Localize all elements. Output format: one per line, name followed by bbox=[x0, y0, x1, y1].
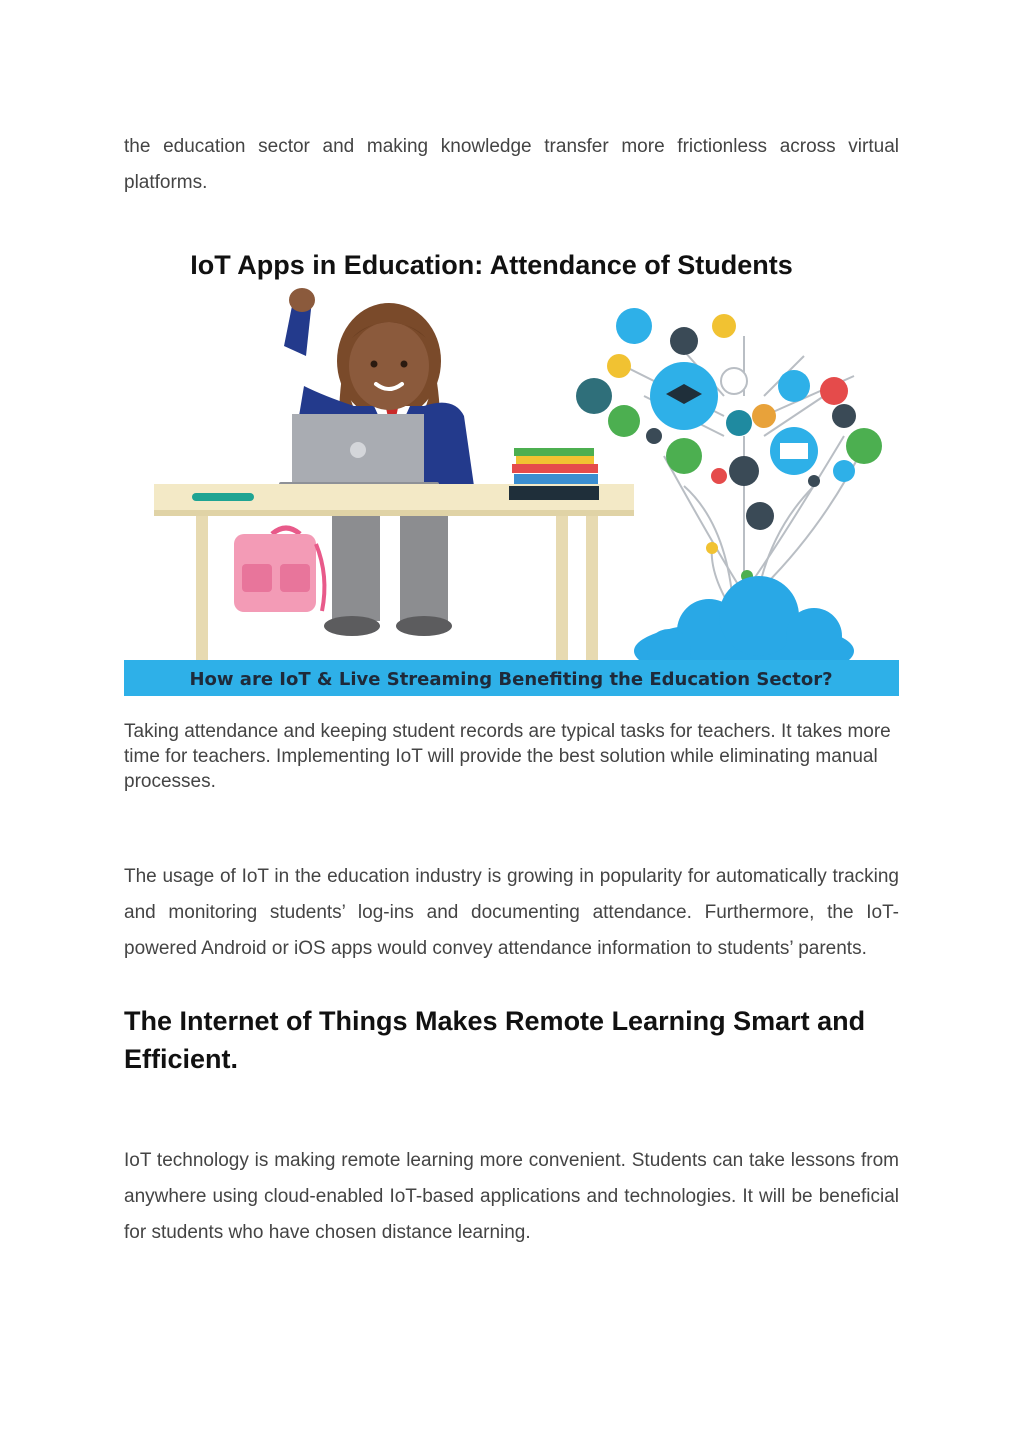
hero-illustration bbox=[124, 286, 899, 696]
heading-remote-learning: The Internet of Things Makes Remote Learning Smart and Efficient. bbox=[124, 1006, 866, 1074]
attendance-paragraph: Taking attendance and keeping student records are typical tasks for teachers. It takes more time for teachers. Implementing IoT will provide the best solution while eliminating manual processes. bbox=[124, 721, 891, 792]
intro-paragraph: the education sector and making knowledge transfer more frictionless across virtual platforms. bbox=[124, 136, 899, 193]
remote-learning-paragraph: IoT technology is making remote learning more convenient. Students can take lessons from anywhere using cloud-enabled IoT-based applications and technologies. It will be beneficial for students who have chosen distance learning. bbox=[124, 1150, 899, 1243]
heading-attendance: IoT Apps in Education: Attendance of Students bbox=[190, 250, 793, 280]
image-banner-text: How are IoT & Live Streaming Benefiting the Education Sector? bbox=[189, 669, 833, 690]
iot-usage-paragraph: The usage of IoT in the education industry is growing in popularity for automatically tracking and monitoring students’ log-ins and documenting attendance. Furthermore, the IoT-powered Android or iOS apps would convey attendance information to students’ parents. bbox=[124, 866, 899, 959]
